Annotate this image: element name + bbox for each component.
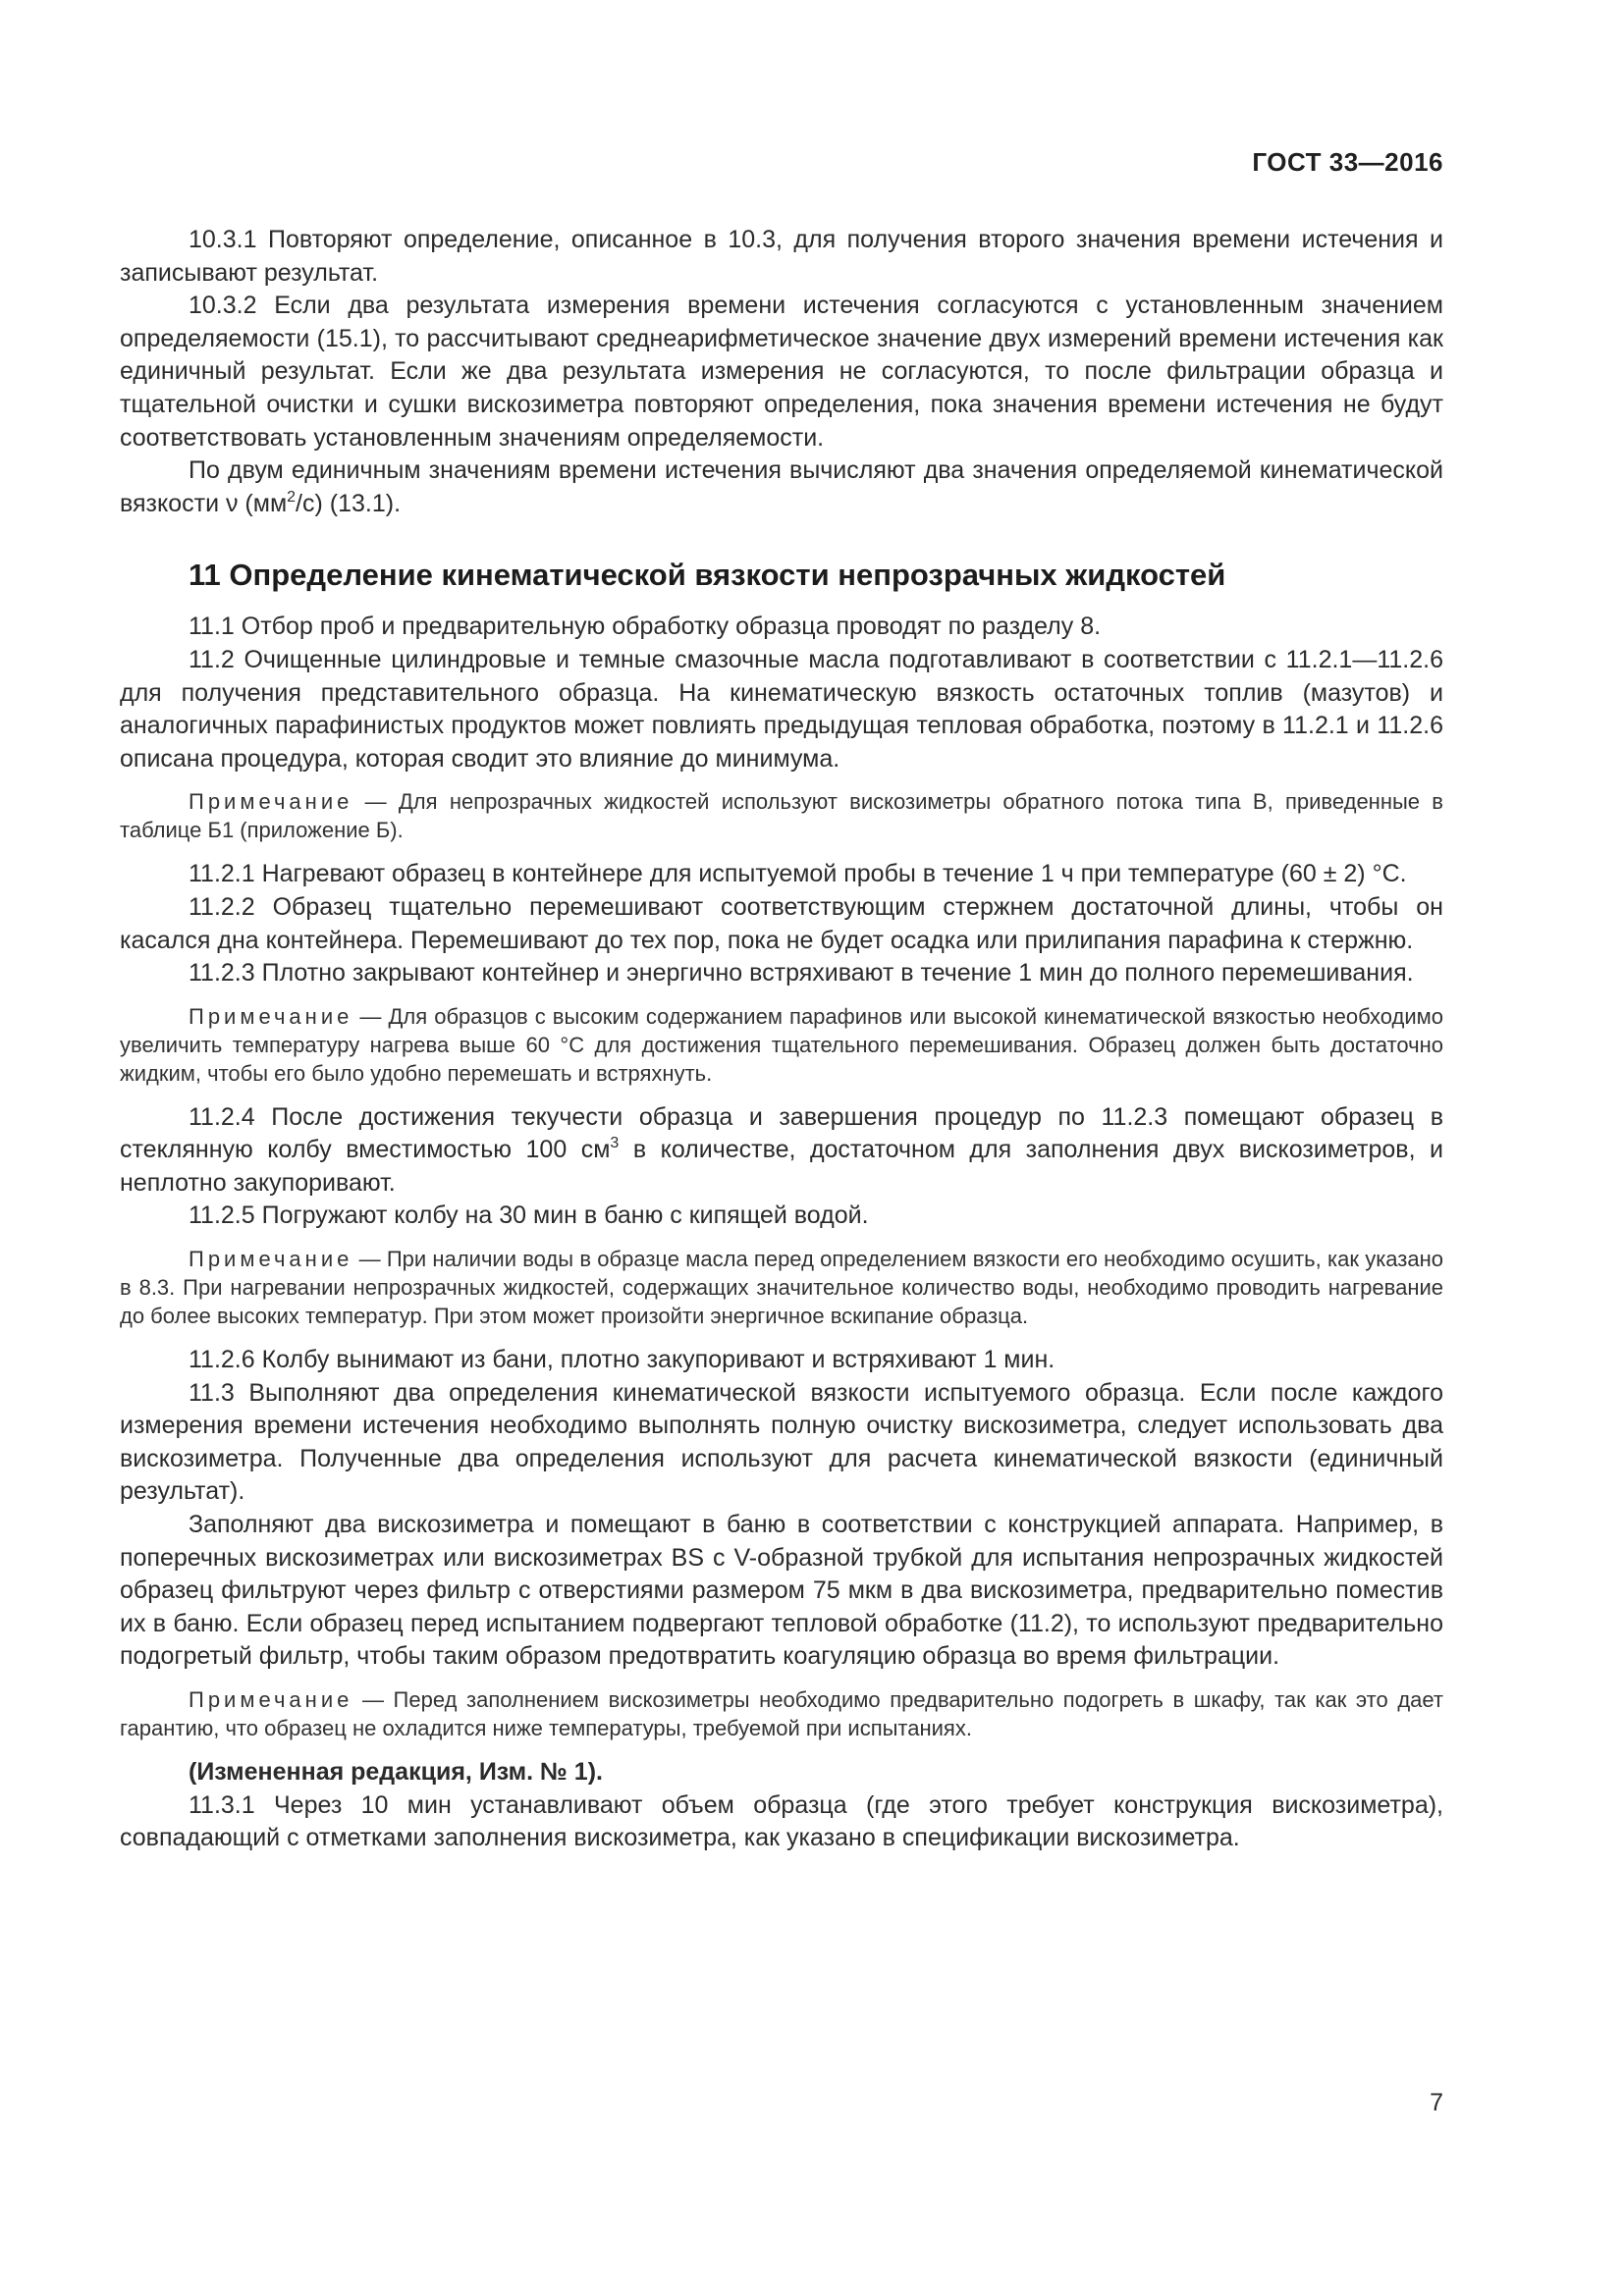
paragraph-11-2-1: 11.2.1 Нагревают образец в контейнере для испытуемой пробы в течение 1 ч при температуре (60 ± 2) °С. — [189, 860, 1407, 888]
paragraph-10-3-1: 10.3.1 Повторяют определение, описанное в 10.3, для получения второго значения времени истечения и записывают результат. — [120, 226, 1443, 287]
superscript: 3 — [610, 1135, 620, 1152]
note-text: — Для непрозрачных жидкостей используют вискозиметры обратного потока типа В, приведенные в таблице Б1 (приложение Б). — [120, 789, 1443, 843]
page-number: 7 — [1430, 2089, 1443, 2116]
note-text: — При наличии воды в образце масла перед определением вязкости его необходимо осушить, как указано в 8.3. При нагревании непрозрачных жидкостей, содержащих значительное количество воды, необходимо проводить нагревание до более высоких температур. При этом может произойти энергичное вскипание образца. — [120, 1247, 1443, 1329]
paragraph-11-3-1: 11.3.1 Через 10 мин устанавливают объем образца (где этого требует конструкция вискозиметра), совпадающий с отметками заполнения вискозиметра, как указано в спецификации вискозиметра. — [120, 1790, 1443, 1852]
note-4 — [120, 1685, 1443, 1742]
paragraph-text: 11.2.4 После достижения текучести образца и завершения процедур по 11.2.3 помещают образец в стеклянную колбу вместимостью 100 см — [120, 1102, 1443, 1164]
document-id-header: ГОСТ 33—2016 — [1252, 147, 1443, 177]
note-label: Примечание — [189, 789, 353, 815]
paragraph-11-2: 11.2 Очищенные цилиндровые и темные смазочные масла подготавливают в соответствии с 11.2.1—11.2.6 для получения представительного образца. На кинематическую вязкость остаточных топлив (мазутов) и аналогичных парафинистых продуктов может повлиять предыдущая тепловая обработка, поэтому в 11.2.1 и 11.2.6 описана процедура, которая сводит это влияние до минимума. — [120, 645, 1443, 773]
paragraph-11-3: 11.3 Выполняют два определения кинематической вязкости испытуемого образца. Если после каждого измерения времени истечения необходимо выполнять полную очистку вискозиметра, следует использовать два вискозиметра. Полученные два определения используют для расчета кинематической вязкости (единичный результат). — [120, 1378, 1443, 1506]
paragraph-text: По двум единичным значениям времени истечения вычисляют два значения определяемой кинематической вязкости ν (мм — [120, 456, 1443, 517]
note-text: — Перед заполнением вискозиметры необходимо предварительно подогреть в шкафу, так как это дает гарантию, что образец не охладится ниже температуры, требуемой при испытаниях. — [120, 1687, 1443, 1740]
paragraph-11-2-3: 11.2.3 Плотно закрывают контейнер и энергично встряхивают в течение 1 мин до полного перемешивания. — [189, 959, 1414, 988]
amendment-note: (Измененная редакция, Изм. № 1). — [189, 1758, 603, 1786]
note-label: Примечание — [189, 1003, 353, 1029]
paragraph-11-2-5: 11.2.5 Погружают колбу на 30 мин в баню с кипящей водой. — [189, 1201, 869, 1230]
paragraph-filling: Заполняют два вискозиметра и помещают в баню в соответствии с конструкцией аппарата. Например, в поперечных вискозиметрах или вискозиметрах BS с V-образной трубкой для испытания непрозрачных жидкостей образец фильтруют через фильтр с отверстиями размером 75 мкм в два вискозиметра, предварительно поместив их в баню. Если образец перед испытанием подвергают тепловой обработке (11.2), то используют предварительно подогретый фильтр, чтобы таким образом предотвратить коагуляцию образца во время фильтрации. — [120, 1511, 1443, 1671]
document-body — [120, 224, 1443, 1855]
note-2 — [120, 1002, 1443, 1088]
note-3 — [120, 1245, 1443, 1330]
note-text: — Для образцов с высоким содержанием парафинов или высокой кинематической вязкостью необходимо увеличить температуру нагрева выше 60 °С для достижения тщательного перемешивания. Образец должен быть достаточно жидким, чтобы его было удобно перемешать и встряхнуть. — [120, 1003, 1443, 1086]
paragraph-text: в количестве, достаточном для заполнения двух вискозиметров, и неплотно закупоривают. — [120, 1136, 1443, 1197]
paragraph-11-1: 11.1 Отбор проб и предварительную обработку образца проводят по разделу 8. — [189, 613, 1102, 641]
section-11-heading: 11 Определение кинематической вязкости непрозрачных жидкостей — [189, 558, 1226, 593]
note-label: Примечание — [189, 1687, 353, 1712]
paragraph-text: /с) (13.1). — [296, 489, 402, 517]
paragraph-11-2-2: 11.2.2 Образец тщательно перемешивают соответствующим стержнем достаточной длины, чтобы он касался дна контейнера. Перемешивают до тех пор, пока не будет осадка или прилипания парафина к стержню. — [120, 892, 1443, 954]
paragraph-viscosity-calc — [120, 454, 1443, 520]
superscript: 2 — [287, 488, 297, 506]
note-label: Примечание — [189, 1247, 353, 1272]
note-1 — [120, 787, 1443, 844]
paragraph-11-2-6: 11.2.6 Колбу вынимают из бани, плотно закупоривают и встряхивают 1 мин. — [189, 1346, 1056, 1374]
paragraph-11-2-4 — [120, 1101, 1443, 1201]
paragraph-10-3-2: 10.3.2 Если два результата измерения времени истечения согласуются с установленным значением определяемости (15.1), то рассчитывают среднеарифметическое значение двух измерений времени истечения как единичный результат. Если же два результата измерения не согласуются, то после фильтрации образца и тщательной очистки и сушки вискозиметра повторяют определения, пока значения времени истечения не будут соответствовать установленным значениям определяемости. — [120, 292, 1443, 452]
